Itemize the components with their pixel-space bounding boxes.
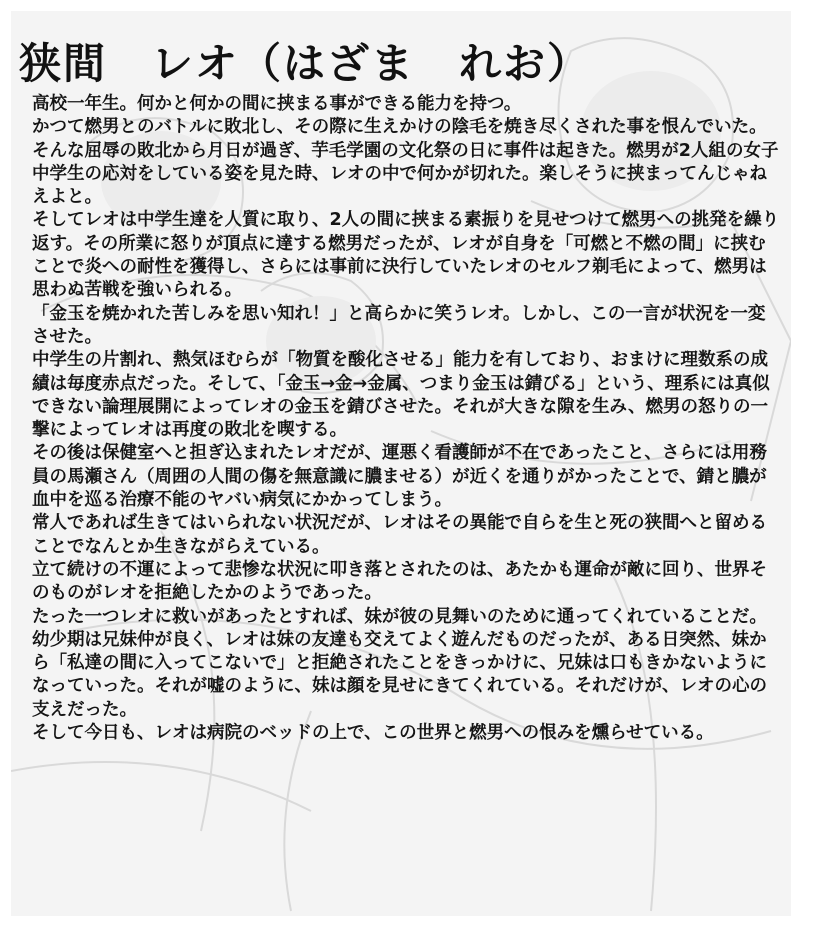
- description-paragraph: 立て続けの不運によって悲惨な状況に叩き落とされたのは、あたかも運命が敵に回り、世界そのものがレオを拒絶したかのようであった。: [32, 559, 767, 604]
- description-paragraph: そして今日も、レオは病院のベッドの上で、この世界と燃男への恨みを燻らせている。: [32, 723, 714, 744]
- description-paragraph: 「金玉を焼かれた苦しみを思い知れ！」と高らかに笑うレオ。しかし、この一言が状況を一変させた。: [32, 303, 766, 347]
- description-paragraph: 高校一年生。何かと何かの間に挟まる事ができる能力を持つ。: [32, 94, 522, 114]
- description-paragraph: その後は保健室へと担ぎ込まれたレオだが、運悪く看護師が不在であったこと、さらには用務員の馬瀬さん（周囲の人間の傷を無意識に膿ませる）が近くを通りがかったことで、錆と膿が血中を巡る治療不能のヤバい病気にかかってしまう。: [32, 443, 767, 511]
- character-description: [32, 93, 782, 745]
- description-paragraph: そしてレオは中学生達を人質に取り、2人の間に挟まる素振りを見せつけて燃男への挑発を繰り返す。その所業に怒りが頂点に達する燃男だったが、レオが自身を「可燃と不燃の間」に挟むことで炎への耐性を獲得し、さらには事前に決行していたレオのセルフ剃毛によって、燃男は思わぬ苦戦を強いられる。: [32, 210, 780, 301]
- description-paragraph: 常人であれば生きてはいられない状況だが、レオはその異能で自らを生と死の狭間へと留めることでなんとか生きながらえている。: [32, 513, 767, 557]
- character-profile-panel: [11, 11, 791, 916]
- description-paragraph: たった一つレオに救いがあったとすれば、妹が彼の見舞いのために通ってくれていることだ。幼少期は兄妹仲が良く、レオは妹の友達も交えてよく遊んだものだったが、ある日突然、妹から「私達の間に入ってこないで」と拒絶されたことをきっかけに、兄妹は口もきかないようになっていった。それが嘘のように、妹は顔を見せにきてくれている。それだけが、レオの心の支えだった。: [32, 606, 767, 720]
- description-paragraph: 中学生の片割れ、熱気ほむらが「物質を酸化させる」能力を有しており、おまけに理数系の成績は毎度赤点だった。そして、「金玉→金→金属、つまり金玉は錆びる」という、理系には真似できない論理展開によってレオの金玉を錆びさせた。それが大きな隙を生み、燃男の怒りの一撃によってレオは再度の敗北を喫する。: [32, 350, 770, 441]
- description-paragraph: かつて燃男とのバトルに敗北し、その際に生えかけの陰毛を焼き尽くされた事を恨んでいた。: [32, 117, 767, 138]
- description-paragraph: そんな屈辱の敗北から月日が過ぎ、芋毛学園の文化祭の日に事件は起きた。燃男が2人組の女子中学生の応対をしている姿を見た時、レオの中で何かが切れた。楽しそうに挟まってんじゃねえよと。: [32, 140, 779, 208]
- character-name-title: 狭間 レオ（はざま れお）: [19, 39, 592, 88]
